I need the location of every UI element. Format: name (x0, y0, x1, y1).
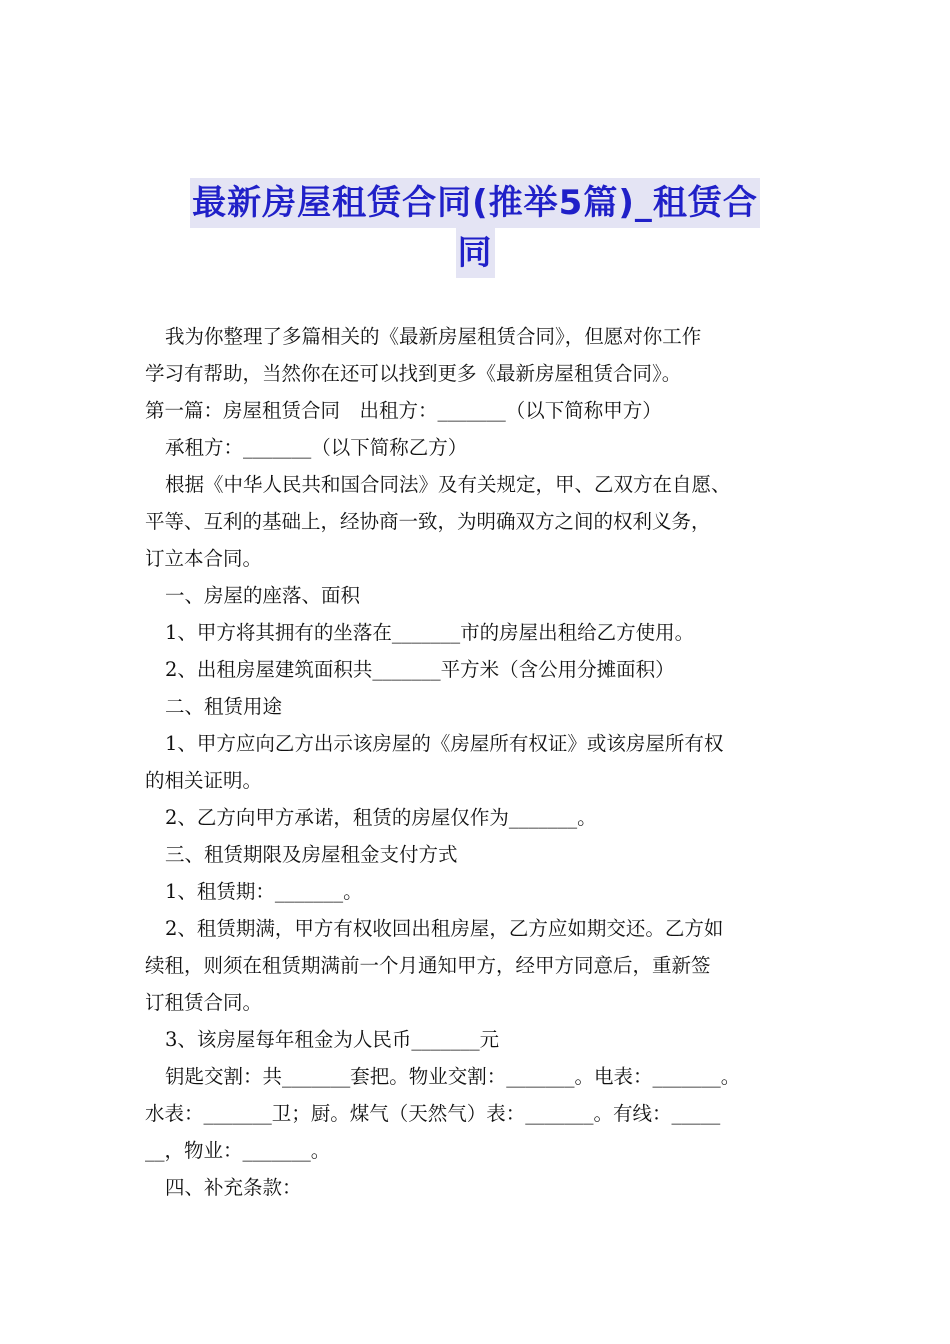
body-line: __，物业：_______。 (145, 1139, 331, 1162)
body-line: 四、补充条款： (165, 1176, 302, 1199)
body-line: 我为你整理了多篇相关的《最新房屋租赁合同》，但愿对你工作 (165, 325, 702, 348)
body-line: 1、租赁期：_______。 (165, 880, 363, 903)
body-line: 一、房屋的座落、面积 (165, 584, 361, 607)
body-line: 二、租赁用途 (165, 695, 283, 718)
body-line: 2、租赁期满，甲方有权收回出租房屋，乙方应如期交还。乙方如 (165, 917, 724, 940)
body-line: 订租赁合同。 (145, 991, 263, 1014)
body-line: 钥匙交割：共_______套把。物业交割：_______。电表：_______。 (165, 1065, 741, 1088)
body-line: 订立本合同。 (145, 547, 263, 570)
body-line: 承租方：_______（以下简称乙方） (165, 436, 468, 459)
body-line: 三、租赁期限及房屋租金支付方式 (165, 843, 458, 866)
body-line: 续租，则须在租赁期满前一个月通知甲方，经甲方同意后，重新签 (145, 954, 711, 977)
body-line: 第一篇：房屋租赁合同 出租方：_______（以下简称甲方） (145, 399, 662, 422)
body-line: 2、乙方向甲方承诺，租赁的房屋仅作为_______。 (165, 806, 597, 829)
document-body (145, 318, 815, 1206)
body-line: 1、甲方应向乙方出示该房屋的《房屋所有权证》或该房屋所有权 (165, 732, 724, 755)
body-line: 3、该房屋每年租金为人民币_______元 (165, 1028, 500, 1051)
body-line: 1、甲方将其拥有的坐落在_______市的房屋出租给乙方使用。 (165, 621, 695, 644)
body-line: 学习有帮助，当然你在还可以找到更多《最新房屋租赁合同》。 (145, 362, 682, 385)
title-line-2: 同 (456, 228, 495, 278)
body-line: 根据《中华人民共和国合同法》及有关规定，甲、乙双方在自愿、 (165, 473, 731, 496)
document-title (150, 178, 800, 278)
body-line: 2、出租房屋建筑面积共_______平方米（含公用分摊面积） (165, 658, 675, 681)
body-line: 平等、互利的基础上，经协商一致，为明确双方之间的权利义务， (145, 510, 711, 533)
title-line-1: 最新房屋租赁合同(推举5篇)_租赁合 (190, 178, 760, 228)
body-line: 的相关证明。 (145, 769, 263, 792)
body-line: 水表：_______卫；厨。煤气（天然气）表：_______。有线：_____ (145, 1102, 721, 1125)
